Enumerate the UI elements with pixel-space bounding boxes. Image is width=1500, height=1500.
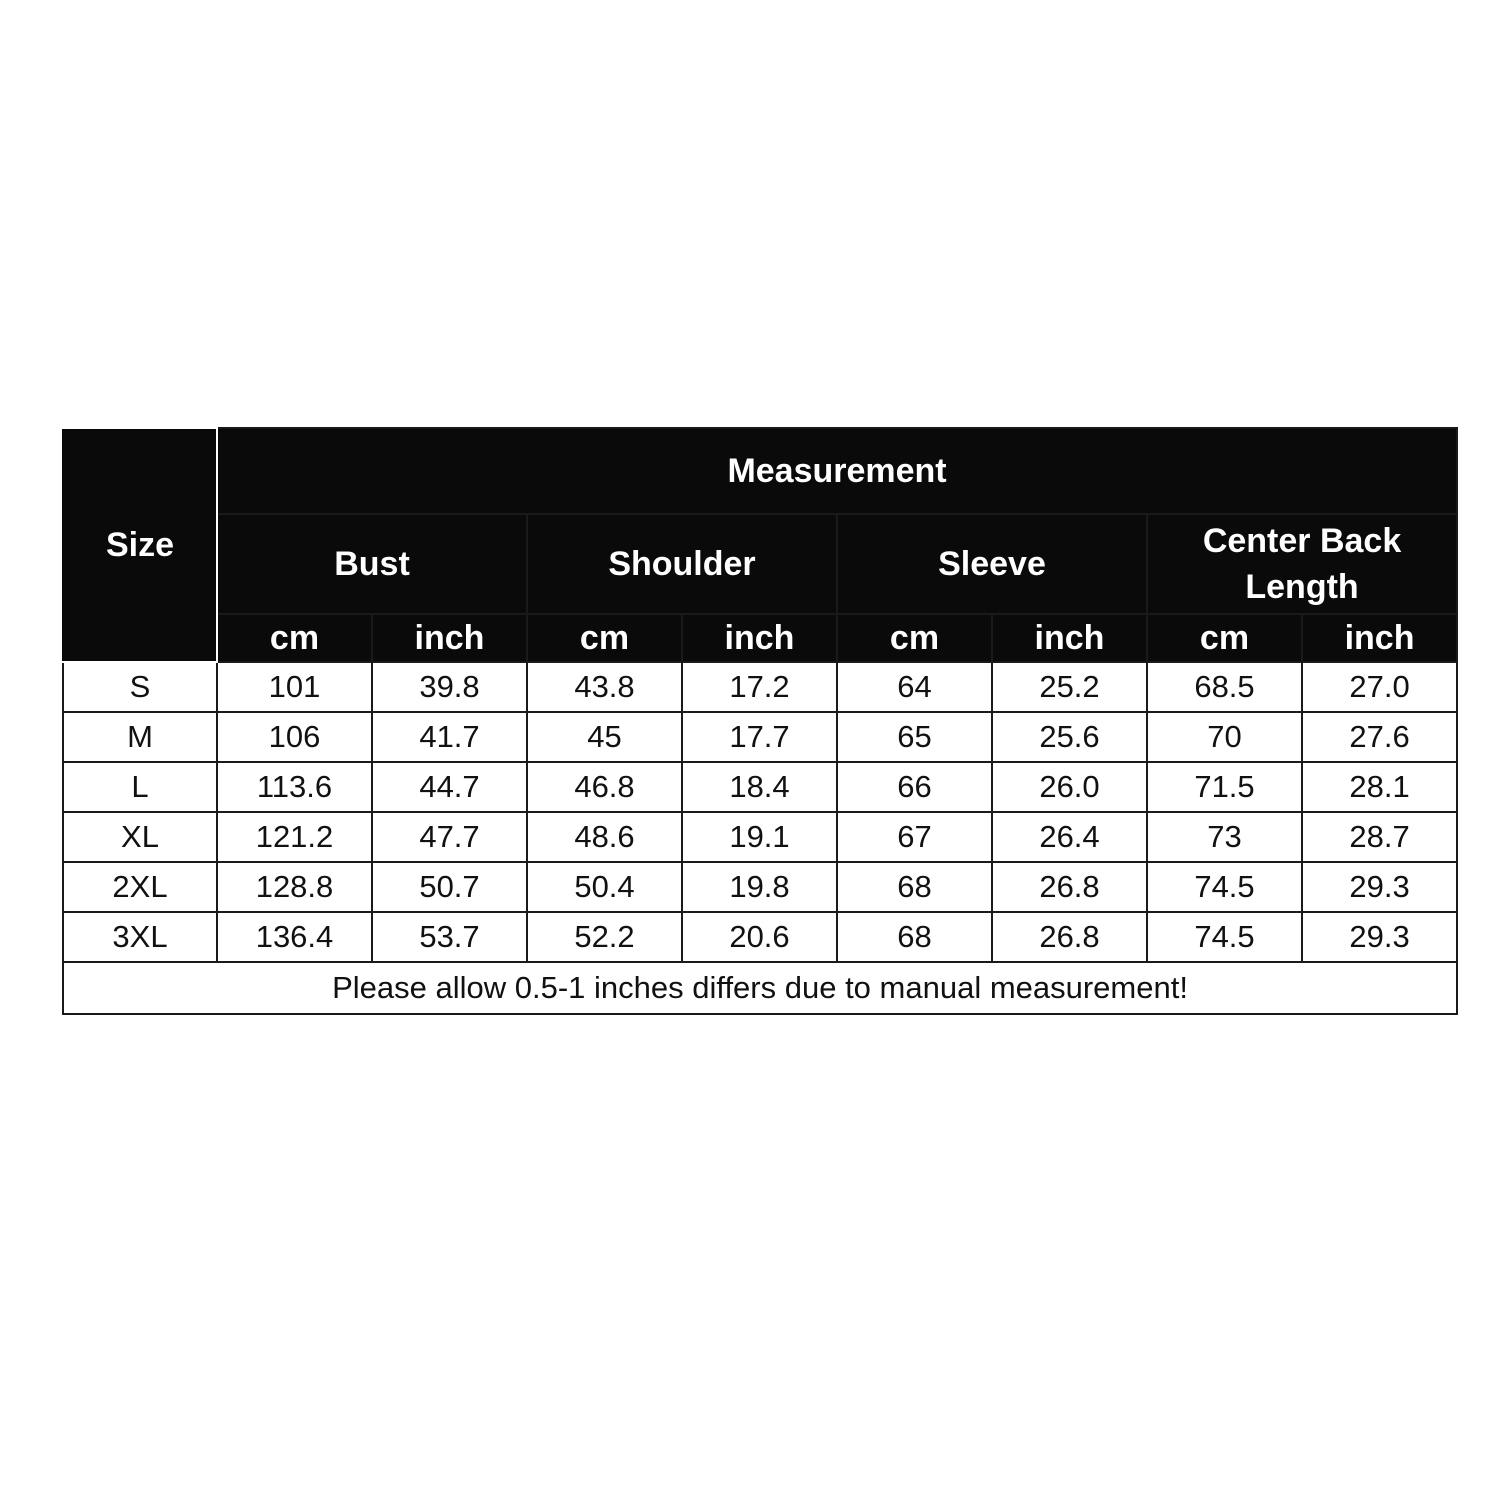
value-cell: 25.6 [992, 712, 1147, 762]
value-cell: 28.1 [1302, 762, 1457, 812]
value-cell: 29.3 [1302, 912, 1457, 962]
table-row [63, 912, 1457, 962]
group-header-sleeve: Sleeve [837, 514, 1147, 614]
size-chart-table [62, 427, 1458, 1015]
value-cell: 136.4 [217, 912, 372, 962]
value-cell: 50.7 [372, 862, 527, 912]
measurement-header: Measurement [217, 428, 1457, 514]
value-cell: 48.6 [527, 812, 682, 862]
value-cell: 20.6 [682, 912, 837, 962]
value-cell: 68 [837, 862, 992, 912]
value-cell: 45 [527, 712, 682, 762]
size-cell: 2XL [63, 862, 217, 912]
table-row [63, 812, 1457, 862]
value-cell: 128.8 [217, 862, 372, 912]
value-cell: 74.5 [1147, 912, 1302, 962]
table-row [63, 712, 1457, 762]
value-cell: 27.0 [1302, 662, 1457, 712]
value-cell: 19.1 [682, 812, 837, 862]
group-header-shoulder: Shoulder [527, 514, 837, 614]
unit-header: inch [372, 614, 527, 662]
value-cell: 17.2 [682, 662, 837, 712]
value-cell: 26.4 [992, 812, 1147, 862]
value-cell: 28.7 [1302, 812, 1457, 862]
value-cell: 101 [217, 662, 372, 712]
unit-header: cm [217, 614, 372, 662]
value-cell: 27.6 [1302, 712, 1457, 762]
size-cell: M [63, 712, 217, 762]
value-cell: 44.7 [372, 762, 527, 812]
value-cell: 26.0 [992, 762, 1147, 812]
unit-header: inch [992, 614, 1147, 662]
value-cell: 46.8 [527, 762, 682, 812]
value-cell: 53.7 [372, 912, 527, 962]
size-rows [63, 662, 1457, 962]
value-cell: 113.6 [217, 762, 372, 812]
measurement-note: Please allow 0.5-1 inches differs due to manual measurement! [63, 962, 1457, 1014]
value-cell: 29.3 [1302, 862, 1457, 912]
unit-header: cm [527, 614, 682, 662]
value-cell: 68.5 [1147, 662, 1302, 712]
value-cell: 41.7 [372, 712, 527, 762]
unit-header: inch [682, 614, 837, 662]
value-cell: 52.2 [527, 912, 682, 962]
value-cell: 64 [837, 662, 992, 712]
value-cell: 26.8 [992, 862, 1147, 912]
table-row [63, 762, 1457, 812]
unit-header: inch [1302, 614, 1457, 662]
value-cell: 26.8 [992, 912, 1147, 962]
table-row [63, 862, 1457, 912]
size-cell: S [63, 662, 217, 712]
group-header-bust: Bust [217, 514, 527, 614]
value-cell: 68 [837, 912, 992, 962]
unit-header: cm [1147, 614, 1302, 662]
value-cell: 43.8 [527, 662, 682, 712]
value-cell: 25.2 [992, 662, 1147, 712]
size-cell: L [63, 762, 217, 812]
value-cell: 50.4 [527, 862, 682, 912]
value-cell: 17.7 [682, 712, 837, 762]
value-cell: 65 [837, 712, 992, 762]
value-cell: 66 [837, 762, 992, 812]
group-header-center-back-length: Center Back Length [1147, 514, 1457, 614]
value-cell: 47.7 [372, 812, 527, 862]
value-cell: 121.2 [217, 812, 372, 862]
size-cell: XL [63, 812, 217, 862]
table-row [63, 662, 1457, 712]
value-cell: 67 [837, 812, 992, 862]
value-cell: 70 [1147, 712, 1302, 762]
value-cell: 71.5 [1147, 762, 1302, 812]
value-cell: 19.8 [682, 862, 837, 912]
value-cell: 18.4 [682, 762, 837, 812]
size-column-header: Size [63, 428, 217, 662]
size-cell: 3XL [63, 912, 217, 962]
value-cell: 106 [217, 712, 372, 762]
value-cell: 73 [1147, 812, 1302, 862]
value-cell: 39.8 [372, 662, 527, 712]
value-cell: 74.5 [1147, 862, 1302, 912]
unit-header: cm [837, 614, 992, 662]
